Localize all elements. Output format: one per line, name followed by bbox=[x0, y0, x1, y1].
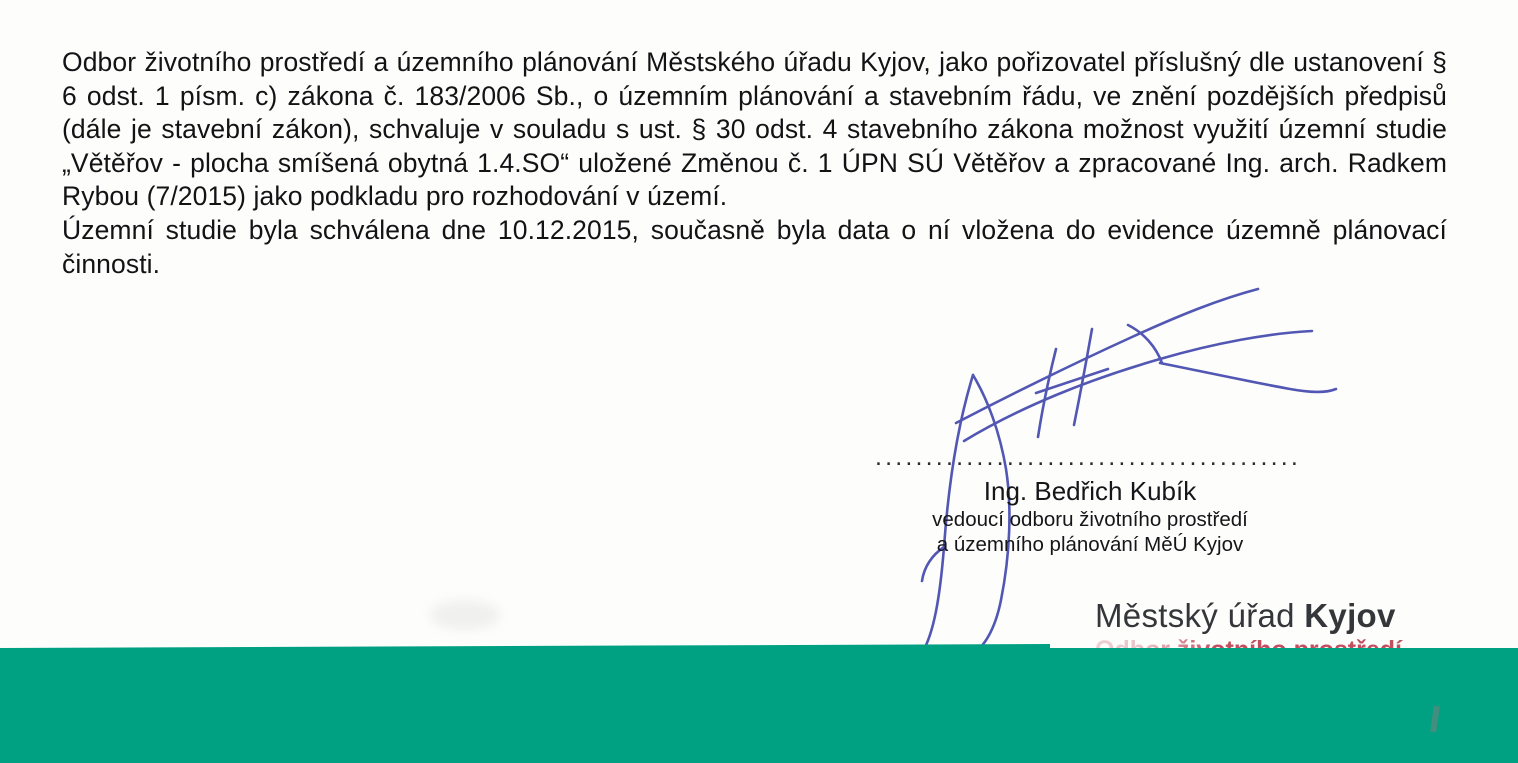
paragraph-1: Odbor životního prostředí a územního plánování Městského úřadu Kyjov, jako pořizovatel příslušný dle ustanovení § 6 odst. 1 písm. c) zákona č. 183/2006 Sb., o územním plánování a stavebním řádu, ve znění pozdějších předpisů (dále je stavební zákon), schvaluje v souladu s ust. § 30 odst. 4 stavebního zákona možnost využití územní studie „Větěřov - plocha smíšená obytná 1.4.SO“ uložené Změnou č. 1 ÚPN SÚ Větěřov a zpracované Ing. arch. Radkem Rybou (7/2015) jako podkladu pro rozhodování v území. bbox=[62, 47, 1447, 212]
stamp-office-name-normal: Městský úřad bbox=[1095, 597, 1305, 634]
scanner-green-band-right bbox=[1448, 652, 1518, 763]
scanner-green-band bbox=[0, 648, 1518, 763]
stamp-office-name-bold: Kyjov bbox=[1304, 597, 1396, 634]
signature-line: .......................................... bbox=[874, 443, 1302, 471]
signatory-name: Ing. Bedřich Kubík bbox=[983, 476, 1197, 506]
stamp-office-name bbox=[1095, 597, 1465, 635]
signatory-role-line-1: vedoucí odboru životního prostředí bbox=[932, 508, 1248, 531]
document-body bbox=[62, 46, 1447, 281]
signatory-role-line-2: a územního plánování MěÚ Kyjov bbox=[936, 533, 1244, 556]
signature-block bbox=[860, 476, 1320, 557]
scan-artifact bbox=[430, 600, 500, 630]
paragraph-2: Územní studie byla schválena dne 10.12.2015, současně byla data o ní vložena do evidence územně plánovací činnosti. bbox=[62, 214, 1447, 279]
